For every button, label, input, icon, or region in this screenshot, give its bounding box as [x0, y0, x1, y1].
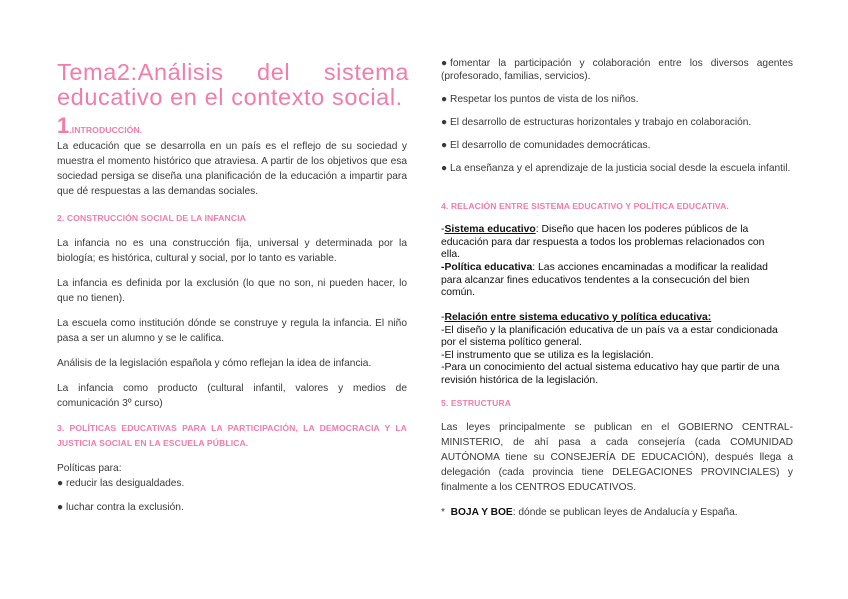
bullet-icon: ●: [57, 478, 64, 489]
section3-heading-line-1: 3. POLÍTICAS EDUCATIVAS PARA LA PARTICIPACIÓN, LA DEMOCRACIA Y LA: [57, 423, 407, 433]
list-item: [57, 478, 407, 491]
list-item: [57, 502, 407, 515]
bullet-icon: ●: [441, 163, 448, 174]
politica-educativa-definition: [441, 262, 786, 300]
section2-paragraph-3: La escuela como institución dónde se construye y regula la infancia. El niño pasa a ser un alumno y se le califica.: [57, 318, 407, 344]
asterisk: *: [441, 507, 445, 518]
boja-boe-term: BOJA Y BOE: [450, 507, 513, 518]
list-item: [441, 140, 793, 153]
intro-heading-text: .INTRODUCCIÓN.: [69, 125, 143, 135]
section5-note: [441, 505, 793, 520]
sistema-educativo-definition: -Sistema educativo: Diseño que hacen los poderes públicos de la educación para dar respuesta a todos los problemas relacionados con ella.: [441, 224, 765, 260]
section2-paragraph-5: La infancia como producto (cultural infantil, valores y medios de comunicación 3º curso): [57, 383, 407, 409]
section3-heading: [57, 421, 407, 451]
relacion-item: -El instrumento que se utiliza es la legislación.: [441, 349, 654, 361]
intro-number: 1: [57, 113, 70, 138]
list-item: [441, 58, 793, 83]
sistema-educativo-term: Sistema educativo: [444, 224, 536, 235]
list-item-text: reducir las desigualdades.: [66, 478, 185, 489]
page-title: [57, 60, 409, 110]
list-item-text: La enseñanza y el aprendizaje de la justicia social desde la escuela infantil.: [450, 163, 791, 174]
bullet-icon: ●: [441, 140, 448, 151]
list-item-text: Respetar los puntos de vista de los niños.: [450, 94, 639, 105]
relacion-block: -Relación entre sistema educativo y política educativa: -El diseño y la planificación educativa de un país va a estar condicionada por el sistema político general. -El instrumento que se utiliza es la legislación. -Para un conocimiento del actual sistema educativo hay que partir de una revisión histórica de la legislación.: [441, 312, 786, 387]
title-line-1: Tema2:Análisis del sistema: [57, 59, 409, 85]
bullet-icon: ●: [441, 58, 448, 69]
sistema-educativo-text: : Diseño que hacen los poderes públicos de la educación para dar respuesta a todos los problemas relacionados con ella.: [441, 224, 765, 260]
relacion-item: -Para un conocimiento del actual sistema educativo hay que partir de una revisión histórica de la legislación.: [441, 362, 780, 386]
relacion-heading: Relación entre sistema educativo y política educativa:: [444, 312, 712, 323]
bullet-icon: ●: [57, 502, 64, 513]
list-item-text: fomentar la participación y colaboración entre los diversos agentes (profesorado, familias, servicios).: [441, 58, 793, 82]
politica-educativa-term: -Política educativa: [441, 262, 533, 273]
list-item: [441, 94, 793, 107]
title-line-2: educativo en el contexto social.: [57, 84, 403, 110]
section3-intro: Políticas para:: [57, 463, 122, 474]
section4-heading: 4. RELACIÓN ENTRE SISTEMA EDUCATIVO Y POLÍTICA EDUCATIVA.: [441, 201, 729, 211]
boja-boe-text: : dónde se publican leyes de Andalucía y España.: [512, 507, 738, 518]
list-item: [441, 163, 793, 176]
section2-paragraph-2: La infancia es definida por la exclusión (lo que no son, ni pueden hacer, lo que no tienen).: [57, 278, 407, 304]
section2-paragraph-1: La infancia no es una construcción fija, universal y determinada por la biología; es histórica, cultural y social, por lo tanto es variable.: [57, 238, 407, 264]
list-item-text: El desarrollo de comunidades democráticas.: [450, 140, 651, 151]
section5-text: Las leyes principalmente se publican en el GOBIERNO CENTRAL-MINISTERIO, de ahí pasa a cada consejería (cada COMUNIDAD AUTÓNOMA tiene su CONSEJERÍA DE EDUCACIÓN), después llega a delegación (cada provincia tiene DELEGACIONES PROVINCIALES) y finalmente a los CENTROS EDUCATIVOS.: [441, 422, 793, 493]
bullet-icon: ●: [441, 117, 448, 128]
section3-heading-line-2: JUSTICIA SOCIAL EN LA ESCUELA PÚBLICA.: [57, 438, 249, 448]
bullet-icon: ●: [441, 94, 448, 105]
section2-paragraph-4: Análisis de la legislación española y cómo reflejan la idea de infancia.: [57, 358, 372, 369]
intro-text: La educación que se desarrolla en un país es el reflejo de su sociedad y muestra el momento histórico que atraviesa. A partir de los objetivos que esa sociedad persiga se diseña una planificación de la educación a impartir para que dé respuestas a las demandas sociales.: [57, 141, 407, 197]
section2-heading: 2. CONSTRUCCIÓN SOCIAL DE LA INFANCIA: [57, 213, 246, 223]
list-item: [441, 117, 793, 130]
list-item-text: El desarrollo de estructuras horizontales y trabajo en colaboración.: [450, 117, 752, 128]
list-item-text: luchar contra la exclusión.: [66, 502, 184, 513]
politica-educativa-text: : Las acciones encaminadas a modificar la realidad para alcanzar fines educativos tendentes a la consecución del bien común.: [441, 262, 768, 298]
section5-heading: 5. ESTRUCTURA: [441, 398, 512, 408]
relacion-item: -El diseño y la planificación educativa de un país va a estar condicionada por el sistema político general.: [441, 324, 778, 348]
